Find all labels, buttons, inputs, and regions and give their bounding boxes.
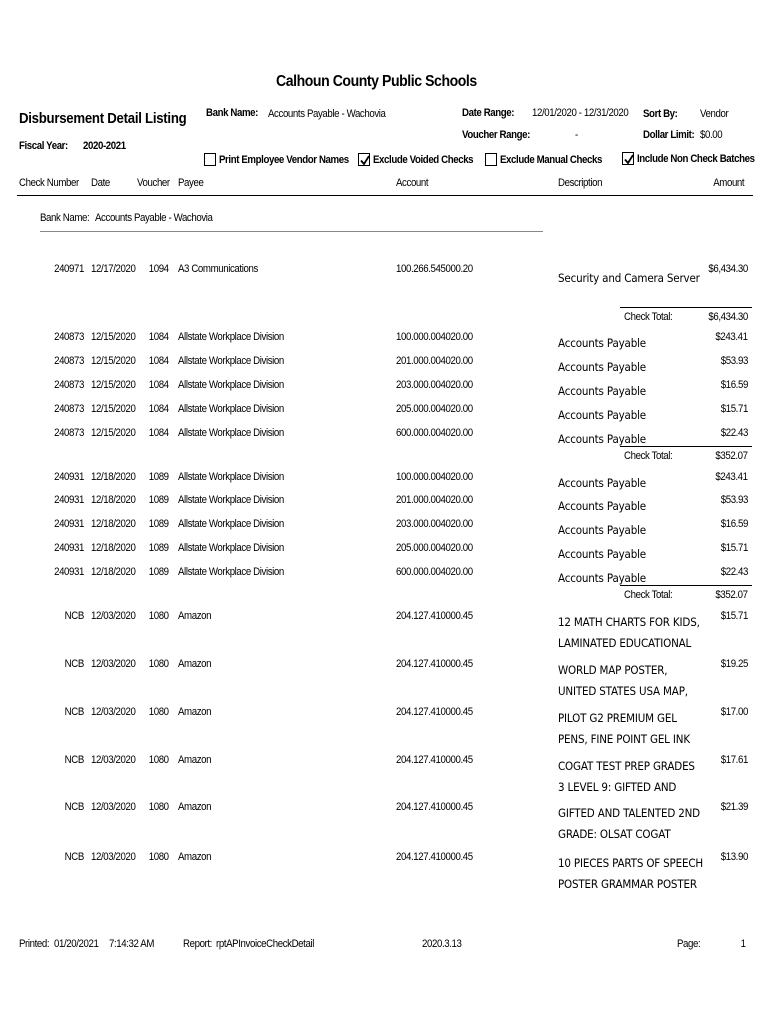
row-description: Security and Camera Server [558, 271, 700, 285]
row-check-number: 240873 [54, 331, 84, 343]
row-description: WORLD MAP POSTER, [558, 663, 668, 677]
row-account: 204.127.410000.45 [396, 754, 473, 766]
row-amount: $16.59 [720, 518, 748, 530]
row-check-number: NCB [64, 610, 84, 622]
check-total-amount: $352.07 [715, 589, 748, 601]
bank-group-rule [40, 231, 543, 232]
row-voucher: 1080 [149, 658, 169, 670]
col-header-check-number: Check Number [19, 177, 79, 189]
row-payee: Allstate Workplace Division [178, 427, 284, 439]
check-total-rule [620, 446, 752, 447]
row-amount: $15.71 [720, 542, 748, 554]
report-name: rptAPInvoiceCheckDetail [216, 938, 314, 950]
check-total-label: Check Total: [624, 311, 673, 323]
check-total-amount: $352.07 [715, 450, 748, 462]
row-date: 12/15/2020 [91, 355, 136, 367]
col-header-voucher: Voucher [137, 177, 170, 189]
row-date: 12/03/2020 [91, 754, 136, 766]
date-range-label: Date Range: [462, 107, 515, 119]
row-account: 100.266.545000.20 [396, 263, 473, 275]
row-date: 12/18/2020 [91, 542, 136, 554]
row-date: 12/15/2020 [91, 331, 136, 343]
checkmark-icon [359, 154, 371, 167]
bank-name-value: Accounts Payable - Wachovia [268, 108, 386, 120]
row-voucher: 1089 [149, 518, 169, 530]
row-description-line2: 3 LEVEL 9: GIFTED AND [558, 780, 677, 794]
row-voucher: 1089 [149, 566, 169, 578]
option-label-include-non-check: Include Non Check Batches [637, 153, 755, 165]
row-amount: $6,434.30 [708, 263, 748, 275]
row-check-number: 240873 [54, 379, 84, 391]
row-description: Accounts Payable [558, 384, 647, 398]
row-check-number: NCB [64, 754, 84, 766]
row-check-number: NCB [64, 706, 84, 718]
row-description: COGAT TEST PREP GRADES [558, 759, 695, 773]
row-check-number: NCB [64, 801, 84, 813]
row-description: Accounts Payable [558, 523, 647, 537]
option-label-exclude-manual: Exclude Manual Checks [500, 154, 602, 166]
printed-time: 7:14:32 AM [109, 938, 155, 950]
row-account: 204.127.410000.45 [396, 658, 473, 670]
row-description: Accounts Payable [558, 336, 647, 350]
row-account: 201.000.004020.00 [396, 355, 473, 367]
row-amount: $22.43 [720, 427, 748, 439]
row-payee: Amazon [178, 754, 212, 766]
date-range-value: 12/01/2020 - 12/31/2020 [532, 107, 629, 119]
row-account: 204.127.410000.45 [396, 851, 473, 863]
sort-by-label: Sort By: [643, 108, 678, 120]
row-voucher: 1089 [149, 494, 169, 506]
col-header-account: Account [396, 177, 429, 189]
row-date: 12/03/2020 [91, 706, 136, 718]
printed-date: 01/20/2021 [54, 938, 99, 950]
row-voucher: 1084 [149, 403, 169, 415]
row-payee: Allstate Workplace Division [178, 355, 284, 367]
check-total-rule [620, 307, 752, 308]
fiscal-year-label: Fiscal Year: [19, 140, 68, 152]
row-amount: $17.00 [720, 706, 748, 718]
col-header-description: Description [558, 177, 603, 189]
printed-label: Printed: [19, 938, 50, 950]
row-description-line2: PENS, FINE POINT GEL INK [558, 732, 690, 746]
row-amount: $13.90 [720, 851, 748, 863]
row-description-line2: UNITED STATES USA MAP, [558, 684, 688, 698]
bank-group-value: Accounts Payable - Wachovia [95, 212, 213, 224]
checkbox-exclude-manual-checks[interactable] [485, 153, 497, 166]
row-date: 12/18/2020 [91, 518, 136, 530]
row-description-line2: LAMINATED EDUCATIONAL [558, 636, 692, 650]
dollar-limit-value: $0.00 [700, 129, 723, 141]
bank-name-label: Bank Name: [206, 107, 258, 119]
row-description: Accounts Payable [558, 360, 647, 374]
row-check-number: NCB [64, 851, 84, 863]
row-date: 12/03/2020 [91, 610, 136, 622]
report-title: Disbursement Detail Listing [19, 110, 187, 127]
row-payee: Allstate Workplace Division [178, 518, 284, 530]
check-total-label: Check Total: [624, 450, 673, 462]
row-voucher: 1089 [149, 542, 169, 554]
check-total-label: Check Total: [624, 589, 673, 601]
col-header-payee: Payee [178, 177, 204, 189]
row-voucher: 1080 [149, 610, 169, 622]
row-voucher: 1094 [149, 263, 169, 275]
row-payee: Amazon [178, 801, 212, 813]
row-payee: Allstate Workplace Division [178, 403, 284, 415]
row-date: 12/18/2020 [91, 471, 136, 483]
row-voucher: 1080 [149, 801, 169, 813]
row-amount: $15.71 [720, 610, 748, 622]
row-check-number: 240931 [54, 566, 84, 578]
row-check-number: NCB [64, 658, 84, 670]
row-description: Accounts Payable [558, 547, 647, 561]
row-description: Accounts Payable [558, 408, 647, 422]
checkbox-print-employee-vendor-names[interactable] [204, 153, 216, 166]
row-amount: $15.71 [720, 403, 748, 415]
row-description: PILOT G2 PREMIUM GEL [558, 711, 677, 725]
row-date: 12/15/2020 [91, 379, 136, 391]
option-label-print-employee: Print Employee Vendor Names [219, 154, 349, 166]
checkmark-icon [623, 153, 635, 166]
row-account: 600.000.004020.00 [396, 427, 473, 439]
row-payee: Allstate Workplace Division [178, 566, 284, 578]
row-voucher: 1084 [149, 427, 169, 439]
row-account: 204.127.410000.45 [396, 610, 473, 622]
row-check-number: 240873 [54, 403, 84, 415]
row-amount: $243.41 [715, 331, 748, 343]
row-voucher: 1080 [149, 754, 169, 766]
row-description: 10 PIECES PARTS OF SPEECH [558, 856, 703, 870]
row-amount: $22.43 [720, 566, 748, 578]
header-rule [17, 195, 753, 196]
row-description: Accounts Payable [558, 476, 647, 490]
report-org-title: Calhoun County Public Schools [276, 73, 477, 90]
row-account: 100.000.004020.00 [396, 331, 473, 343]
row-date: 12/15/2020 [91, 403, 136, 415]
row-payee: Amazon [178, 658, 212, 670]
row-payee: Amazon [178, 610, 212, 622]
row-date: 12/18/2020 [91, 494, 136, 506]
check-total-rule [620, 585, 752, 586]
row-check-number: 240931 [54, 542, 84, 554]
row-date: 12/18/2020 [91, 566, 136, 578]
row-description: Accounts Payable [558, 432, 647, 446]
voucher-range-value: - [575, 129, 578, 141]
row-voucher: 1084 [149, 379, 169, 391]
bank-group-label: Bank Name: [40, 212, 90, 224]
row-voucher: 1084 [149, 355, 169, 367]
row-account: 205.000.004020.00 [396, 403, 473, 415]
checkbox-exclude-voided-checks[interactable] [358, 153, 370, 166]
row-account: 100.000.004020.00 [396, 471, 473, 483]
fiscal-year-value: 2020-2021 [83, 140, 126, 152]
row-account: 203.000.004020.00 [396, 379, 473, 391]
row-amount: $243.41 [715, 471, 748, 483]
row-description-line2: GRADE: OLSAT COGAT [558, 827, 671, 841]
row-description: GIFTED AND TALENTED 2ND [558, 806, 700, 820]
row-account: 204.127.410000.45 [396, 801, 473, 813]
row-voucher: 1089 [149, 471, 169, 483]
row-account: 203.000.004020.00 [396, 518, 473, 530]
row-payee: A3 Communications [178, 263, 258, 275]
option-label-exclude-voided: Exclude Voided Checks [373, 154, 474, 166]
row-account: 205.000.004020.00 [396, 542, 473, 554]
report-label: Report: [183, 938, 212, 950]
row-description: 12 MATH CHARTS FOR KIDS, [558, 615, 700, 629]
row-description: Accounts Payable [558, 499, 647, 513]
row-amount: $53.93 [720, 494, 748, 506]
row-date: 12/03/2020 [91, 801, 136, 813]
row-payee: Amazon [178, 851, 212, 863]
row-amount: $19.25 [720, 658, 748, 670]
row-check-number: 240873 [54, 427, 84, 439]
row-date: 12/03/2020 [91, 658, 136, 670]
row-check-number: 240931 [54, 471, 84, 483]
report-version: 2020.3.13 [422, 938, 462, 950]
row-date: 12/15/2020 [91, 427, 136, 439]
row-amount: $53.93 [720, 355, 748, 367]
check-total-amount: $6,434.30 [708, 311, 748, 323]
row-voucher: 1080 [149, 851, 169, 863]
col-header-amount: Amount [713, 177, 744, 189]
row-payee: Allstate Workplace Division [178, 471, 284, 483]
row-date: 12/03/2020 [91, 851, 136, 863]
row-date: 12/17/2020 [91, 263, 136, 275]
page-number: 1 [741, 938, 746, 950]
page-label: Page: [677, 938, 701, 950]
row-amount: $16.59 [720, 379, 748, 391]
checkbox-include-non-check-batches[interactable] [622, 152, 634, 165]
row-check-number: 240873 [54, 355, 84, 367]
row-voucher: 1080 [149, 706, 169, 718]
row-payee: Allstate Workplace Division [178, 379, 284, 391]
row-payee: Allstate Workplace Division [178, 331, 284, 343]
row-account: 600.000.004020.00 [396, 566, 473, 578]
voucher-range-label: Voucher Range: [462, 129, 530, 141]
sort-by-value: Vendor [700, 108, 729, 120]
row-check-number: 240931 [54, 518, 84, 530]
dollar-limit-label: Dollar Limit: [643, 129, 695, 141]
row-amount: $17.61 [720, 754, 748, 766]
row-account: 204.127.410000.45 [396, 706, 473, 718]
row-payee: Allstate Workplace Division [178, 494, 284, 506]
row-amount: $21.39 [720, 801, 748, 813]
row-description-line2: POSTER GRAMMAR POSTER [558, 877, 697, 891]
row-voucher: 1084 [149, 331, 169, 343]
row-payee: Allstate Workplace Division [178, 542, 284, 554]
row-account: 201.000.004020.00 [396, 494, 473, 506]
row-check-number: 240971 [54, 263, 84, 275]
col-header-date: Date [91, 177, 110, 189]
row-description: Accounts Payable [558, 571, 647, 585]
row-payee: Amazon [178, 706, 212, 718]
row-check-number: 240931 [54, 494, 84, 506]
